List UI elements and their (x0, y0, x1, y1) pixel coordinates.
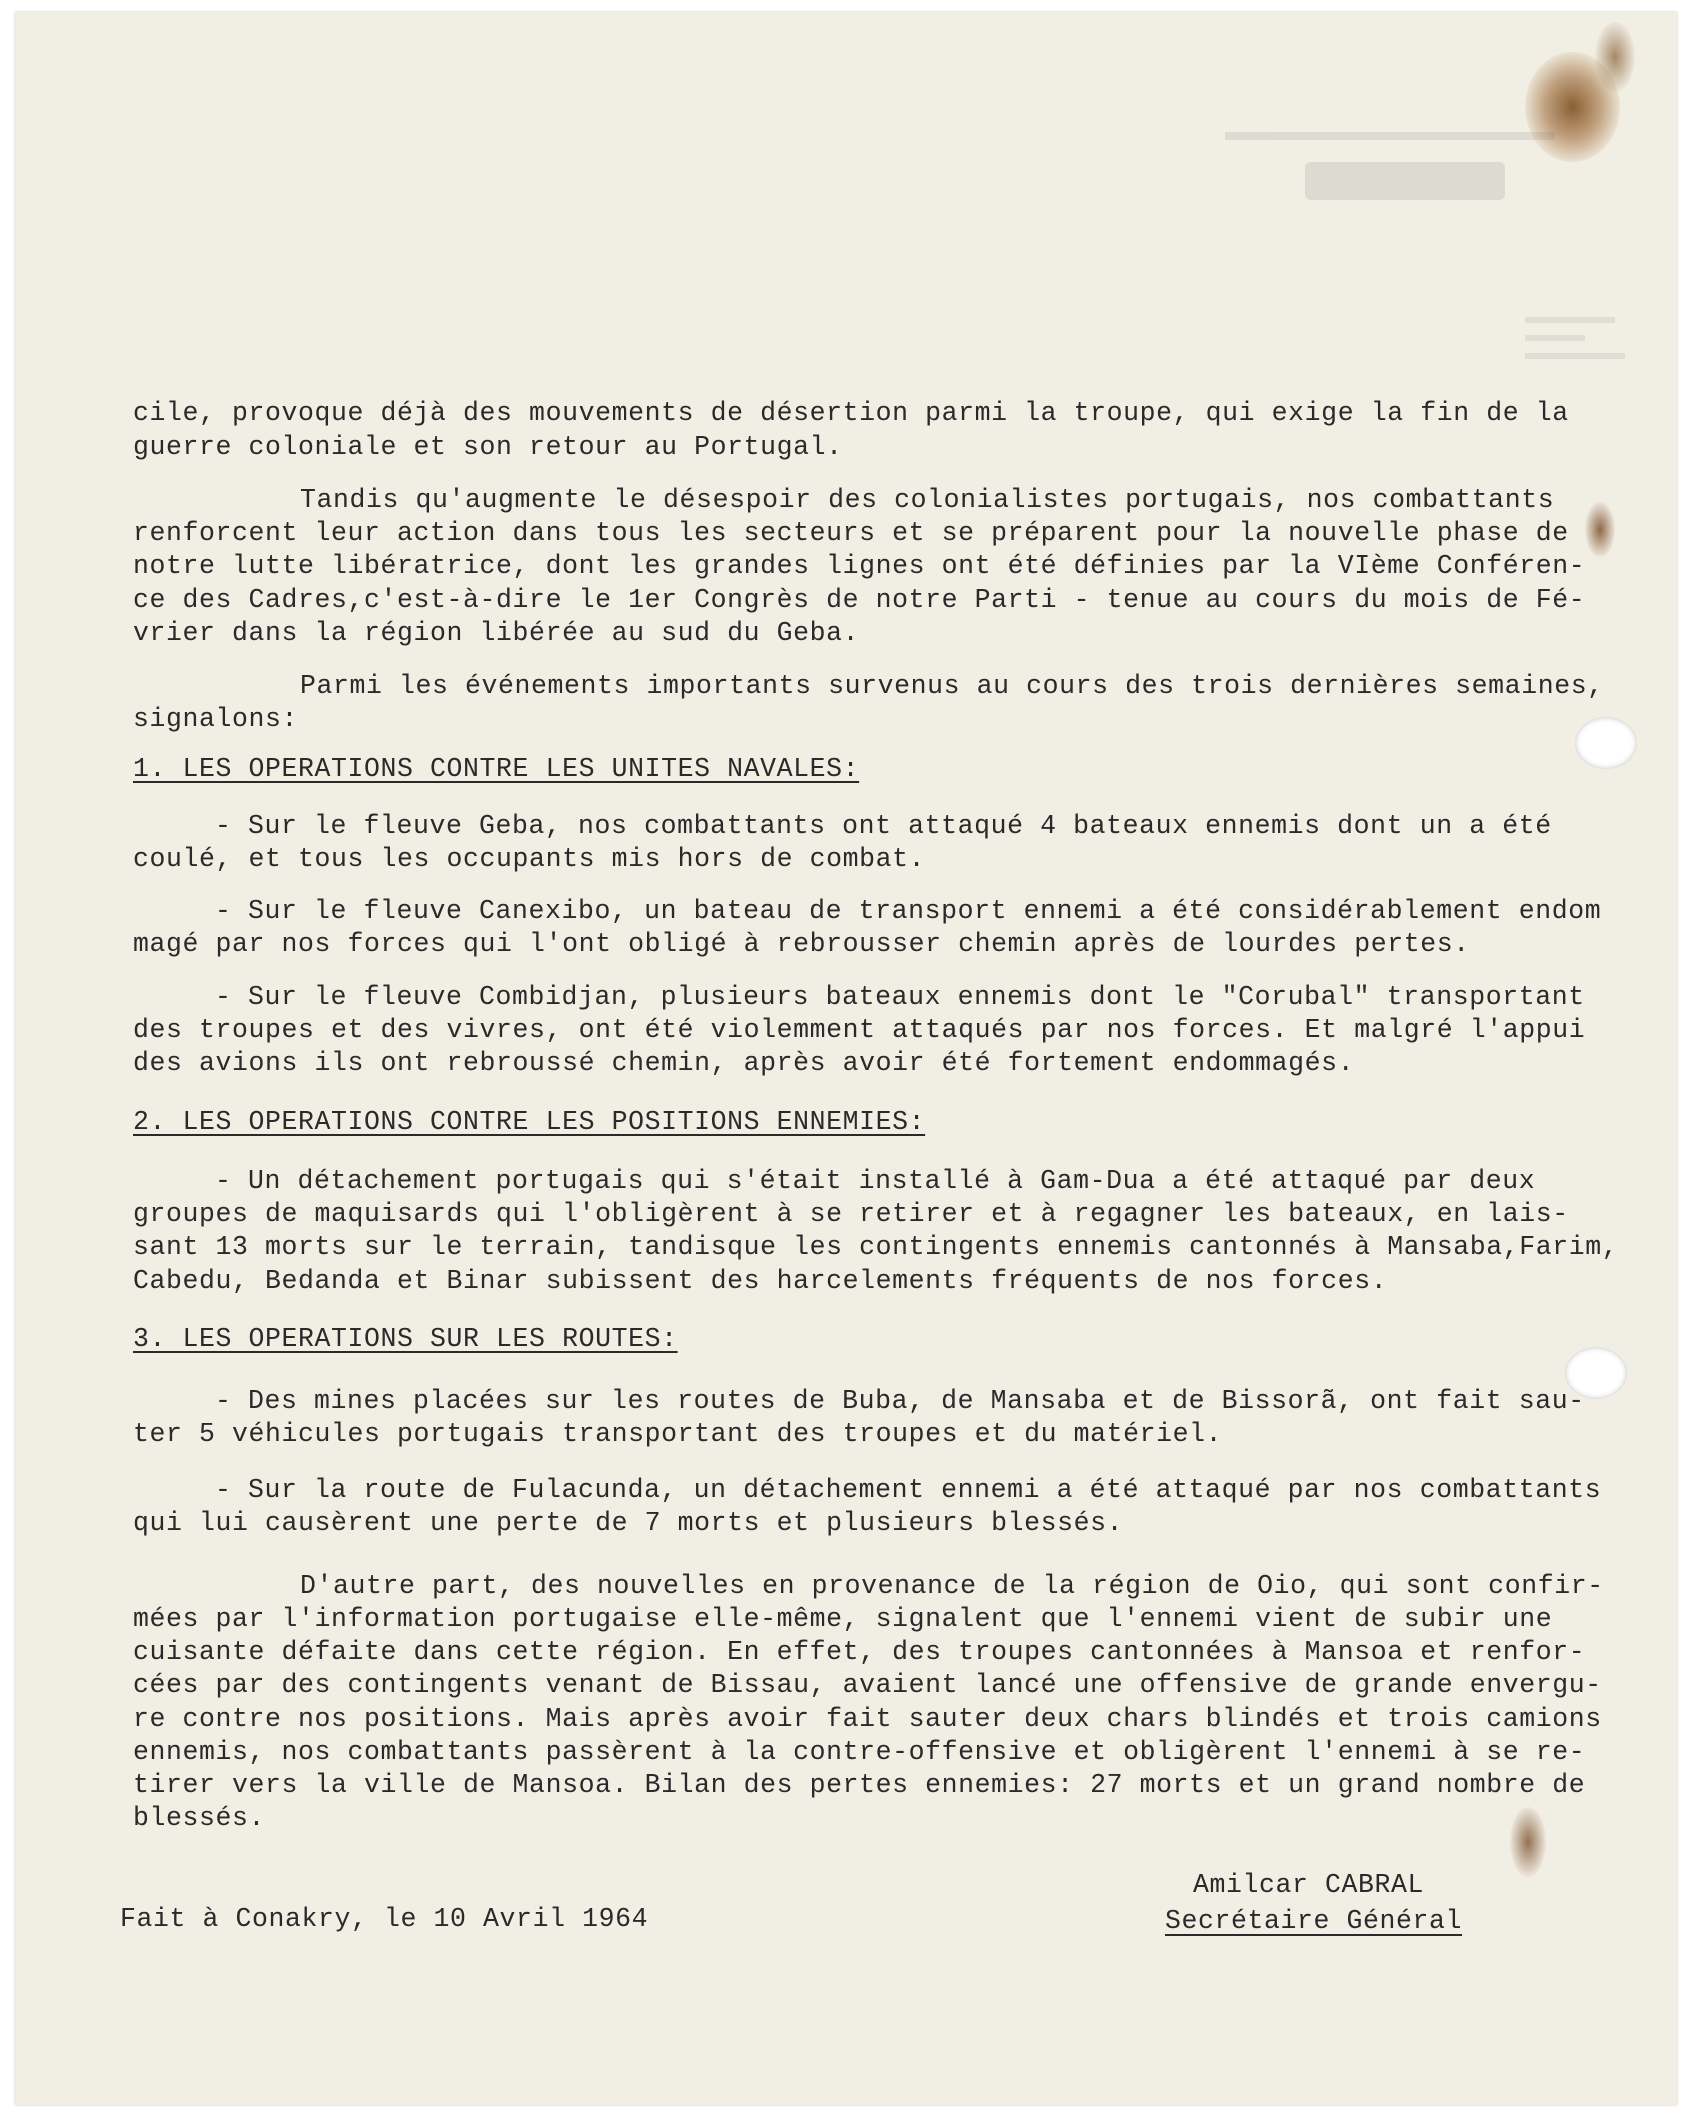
text-line-24: - Des mines placées sur les routes de Buba, de Mansaba et de Bissorã, ont fait sau- (215, 1386, 1585, 1416)
signatory-title: Secrétaire Général (1165, 1906, 1463, 1936)
text-line-12: coulé, et tous les occupants mis hors de combat. (133, 844, 926, 874)
place-date: Fait à Conakry, le 10 Avril 1964 (120, 1904, 649, 1934)
bleed-through-letterhead (1225, 122, 1555, 212)
rust-stain-edge (1595, 22, 1635, 92)
text-line-33: ennemis, nos combattants passèrent à la contre-offensive et obligèrent l'ennemi à se re- (133, 1737, 1586, 1767)
text-line-29: mées par l'information portugaise elle-même, signalent que l'ennemi vient de subir une (133, 1604, 1553, 1634)
text-line-34: tirer vers la ville de Mansoa. Bilan des pertes ennemies: 27 morts et un grand nombre de (133, 1770, 1586, 1800)
text-line-15: - Sur le fleuve Combidjan, plusieurs bateaux ennemis dont le "Corubal" transportant (215, 982, 1585, 1012)
text-line-11: - Sur le fleuve Geba, nos combattants ont attaqué 4 bateaux ennemis dont un a été (215, 811, 1552, 841)
text-line-2: guerre coloniale et son retour au Portugal. (133, 432, 843, 462)
text-line-27: qui lui causèrent une perte de 7 morts et plusieurs blessés. (133, 1508, 1124, 1538)
rust-stain-signature (1510, 1807, 1546, 1877)
text-line-30: cuisante défaite dans cette région. En effet, des troupes cantonnées à Mansoa et renfor- (133, 1637, 1586, 1667)
text-line-6: ce des Cadres,c'est-à-dire le 1er Congrès de notre Parti - tenue au cours du mois de Fé- (133, 585, 1586, 615)
bleed-through-marks (1525, 317, 1645, 377)
section-heading-1: 1. LES OPERATIONS CONTRE LES UNITES NAVALES: (133, 754, 860, 784)
text-line-28: D'autre part, des nouvelles en provenance de la région de Oio, qui sont confir- (300, 1571, 1604, 1601)
text-line-14: magé par nos forces qui l'ont obligé à rebrousser chemin après de lourdes pertes. (133, 929, 1470, 959)
text-line-16: des troupes et des vivres, ont été violemment attaqués par nos forces. Et malgré l'appui (133, 1015, 1586, 1045)
rust-stain-mid-right (1585, 502, 1615, 557)
text-line-26: - Sur la route de Fulacunda, un détachement ennemi a été attaqué par nos combattants (215, 1475, 1602, 1505)
text-line-5: notre lutte libératrice, dont les grandes lignes ont été définies par la VIème Conféren- (133, 551, 1586, 581)
text-line-35: blessés. (133, 1803, 266, 1833)
text-line-7: vrier dans la région libérée au sud du Geba. (133, 618, 860, 648)
text-line-31: cées par des contingents venant de Bissau, avaient lancé une offensive de grande envergu- (133, 1670, 1602, 1700)
text-line-20: groupes de maquisards qui l'obligèrent à se retirer et à regagner les bateaux, en lais- (133, 1199, 1569, 1229)
punch-hole-upper (1575, 717, 1637, 769)
text-line-19: - Un détachement portugais qui s'était installé à Gam-Dua a été attaqué par deux (215, 1166, 1536, 1196)
section-heading-2: 2. LES OPERATIONS CONTRE LES POSITIONS ENNEMIES: (133, 1107, 926, 1137)
signatory-name: Amilcar CABRAL (1193, 1870, 1425, 1900)
text-line-8: Parmi les événements importants survenus au cours des trois dernières semaines, (300, 671, 1604, 701)
document-page (15, 12, 1677, 2105)
text-line-17: des avions ils ont rebroussé chemin, après avoir été fortement endommagés. (133, 1048, 1355, 1078)
text-line-21: sant 13 morts sur le terrain, tandisque les contingents ennemis cantonnés à Mansaba,Farim, (133, 1232, 1619, 1262)
section-heading-3: 3. LES OPERATIONS SUR LES ROUTES: (133, 1324, 678, 1354)
text-line-25: ter 5 véhicules portugais transportant des troupes et du matériel. (133, 1419, 1223, 1449)
text-line-9: signalons: (133, 704, 299, 734)
text-line-13: - Sur le fleuve Canexibo, un bateau de transport ennemi a été considérablement endom (215, 896, 1602, 926)
text-line-4: renforcent leur action dans tous les secteurs et se préparent pour la nouvelle phase de (133, 518, 1569, 548)
text-line-32: re contre nos positions. Mais après avoir fait sauter deux chars blindés et trois camions (133, 1704, 1602, 1734)
text-line-22: Cabedu, Bedanda et Binar subissent des harcelements fréquents de nos forces. (133, 1266, 1388, 1296)
text-line-1: cile, provoque déjà des mouvements de désertion parmi la troupe, qui exige la fin de la (133, 398, 1569, 428)
text-line-3: Tandis qu'augmente le désespoir des colonialistes portugais, nos combattants (300, 485, 1555, 515)
